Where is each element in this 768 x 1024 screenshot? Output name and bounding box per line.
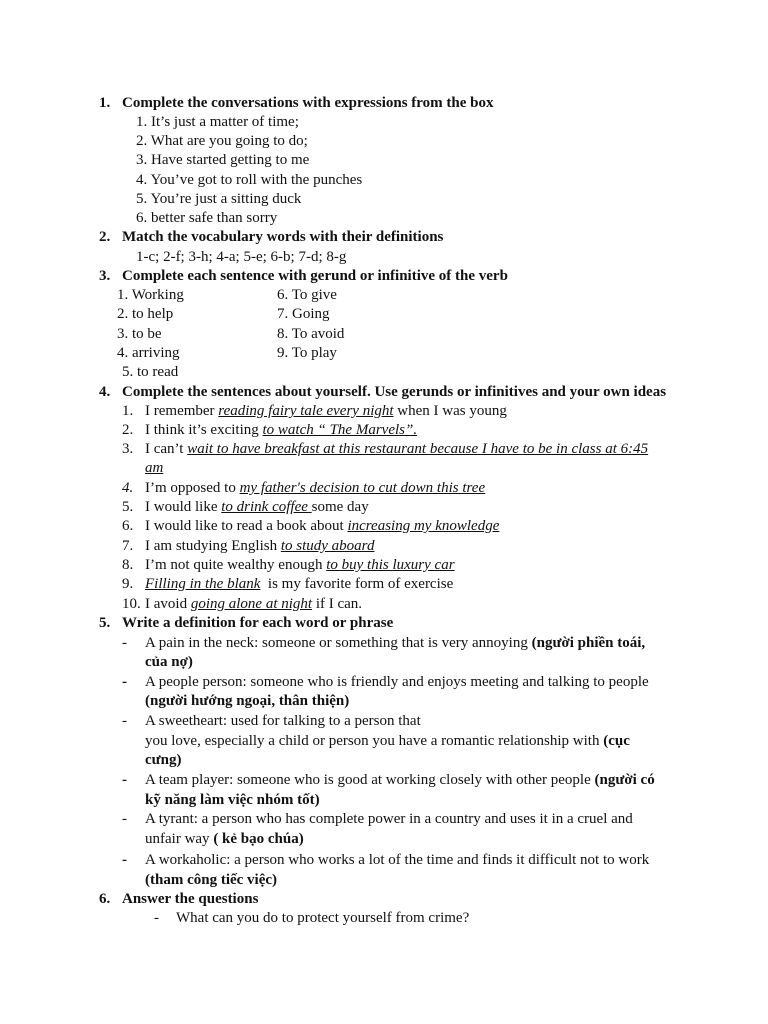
s4-item-10-tail: if I can. (312, 596, 363, 612)
s4-item-6-prompt: I would like to read a book about (145, 518, 348, 534)
s4-item-10-prompt: I avoid (145, 596, 191, 612)
s4-item-2-number: 2. (122, 422, 134, 438)
s4-item-9-number: 9. (122, 576, 134, 592)
s5-item-5-line-1: A tyrant: a person who has complete power in a country and uses it in a cruel and (145, 811, 633, 827)
section-2-heading: Match the vocabulary words with their definitions (122, 229, 444, 245)
s3-right-item-8: 8. To avoid (277, 326, 345, 342)
s4-item-3-number: 3. (122, 441, 134, 457)
s5-item-4-definition: A team player: someone who is good at working closely with other people (145, 772, 595, 788)
section-6-heading: Answer the questions (122, 891, 259, 907)
s4-item-1 (145, 402, 507, 421)
s4-item-4-prompt: I’m opposed to (145, 480, 240, 496)
s4-item-10-answer: going alone at night (190, 596, 313, 612)
s4-item-3 (145, 440, 648, 459)
s5-item-1-line-1 (145, 634, 645, 653)
s5-item-1-definition: A pain in the neck: someone or something that is very annoying (145, 635, 532, 651)
s3-right-item-9: 9. To play (277, 345, 337, 361)
s4-item-4 (145, 479, 485, 498)
s4-item-10-number: 10. (122, 596, 141, 612)
s4-item-8 (145, 556, 455, 575)
s4-item-9 (145, 575, 453, 594)
s3-left-item-1: 1. Working (117, 287, 184, 303)
s5-item-1-translation: của nợ) (145, 654, 193, 670)
s4-item-3-answer: wait to have breakfast at this restaurant because I have to be in class at 6:45 (187, 441, 649, 457)
s4-item-5-tail: some day (311, 499, 369, 515)
s5-item-5-definition: unfair way (145, 831, 214, 847)
s4-item-7-prompt: I am studying English (145, 538, 281, 554)
s5-item-3-definition: you love, especially a child or person you have a romantic relationship with (145, 733, 604, 749)
s3-left-item-3: 3. to be (117, 326, 162, 342)
s4-item-8-answer: to buy this luxury car (326, 557, 455, 573)
s4-item-5-number: 5. (122, 499, 134, 515)
s5-bullet-4: - (122, 772, 127, 788)
s4-item-9-answer: Filling in the blank (145, 576, 261, 592)
section-3-number: 3. (99, 268, 111, 284)
s4-item-3-answer-continued: am (145, 460, 164, 476)
s5-item-2-definition: A people person: someone who is friendly and enjoys meeting and talking to people (145, 674, 649, 690)
s5-item-5-translation: ( kẻ bạo chúa) (213, 831, 304, 847)
s4-item-7 (145, 537, 374, 556)
s4-item-3-prompt: I can’t (145, 441, 188, 457)
section-4-number: 4. (99, 384, 111, 400)
s5-item-4-translation: kỹ năng làm việc nhóm tốt) (145, 792, 320, 808)
s4-item-1-number: 1. (122, 403, 134, 419)
s4-item-2 (145, 421, 417, 440)
section-5-heading: Write a definition for each word or phrase (122, 615, 394, 631)
s4-item-1-answer: reading fairy tale every night (218, 403, 394, 419)
s3-left-item-2: 2. to help (117, 306, 174, 322)
s4-item-6 (145, 517, 499, 536)
s6-question-1: What can you do to protect yourself from crime? (176, 910, 470, 926)
s4-item-4-number: 4. (122, 480, 134, 496)
s2-answer-key: 1-c; 2-f; 3-h; 4-a; 5-e; 6-b; 7-d; 8-g (136, 249, 347, 265)
s4-item-6-number: 6. (122, 518, 134, 534)
s5-item-3-line-2 (145, 732, 630, 751)
s5-item-6-translation: (tham công tiếc việc) (145, 872, 278, 888)
s4-item-2-prompt: I think it’s exciting (145, 422, 263, 438)
section-5-number: 5. (99, 615, 111, 631)
s5-item-4-line-1 (145, 771, 655, 790)
s4-item-8-number: 8. (122, 557, 134, 573)
s4-item-8-prompt: I’m not quite wealthy enough (145, 557, 327, 573)
s5-item-3-translation-part: (cục (603, 733, 630, 749)
s1-item-2: 2. What are you going to do; (136, 133, 308, 149)
s4-item-1-tail: when I was young (393, 403, 507, 419)
s3-right-item-6: 6. To give (277, 287, 337, 303)
s4-item-6-answer: increasing my knowledge (347, 518, 500, 534)
s4-item-10 (145, 595, 362, 614)
s4-item-5-prompt: I would like (145, 499, 222, 515)
s3-left-item-4: 4. arriving (117, 345, 180, 361)
s5-item-3-translation: cưng) (145, 752, 182, 768)
s5-item-1-translation-part: (người phiền toái, (531, 635, 646, 651)
section-6-number: 6. (99, 891, 111, 907)
s1-item-6: 6. better safe than sorry (136, 210, 278, 226)
s5-bullet-5: - (122, 811, 127, 827)
s1-item-1: 1. It’s just a matter of time; (136, 114, 299, 130)
s4-item-7-answer: to study aboard (280, 538, 375, 554)
s5-item-5-line-2 (145, 830, 304, 849)
s5-bullet-6: - (122, 852, 127, 868)
section-2-number: 2. (99, 229, 111, 245)
s5-item-6-definition: A workaholic: a person who works a lot of the time and finds it difficult not to work (145, 852, 650, 868)
section-1-heading: Complete the conversations with expressions from the box (122, 95, 494, 111)
s5-item-3-line-1: A sweetheart: used for talking to a person that (145, 713, 421, 729)
s4-item-2-answer: to watch “ The Marvels”. (262, 422, 418, 438)
section-4-heading: Complete the sentences about yourself. Use gerunds or infinitives and your own ideas (122, 384, 667, 400)
s4-item-4-answer: my father's decision to cut down this tree (239, 480, 486, 496)
section-1-number: 1. (99, 95, 111, 111)
s4-item-9-tail: is my favorite form of exercise (260, 576, 454, 592)
s1-item-4: 4. You’ve got to roll with the punches (136, 172, 363, 188)
s5-bullet-3: - (122, 713, 127, 729)
s1-item-5: 5. You’re just a sitting duck (136, 191, 302, 207)
s3-left-item-5: 5. to read (122, 364, 179, 380)
section-3-heading: Complete each sentence with gerund or infinitive of the verb (122, 268, 508, 284)
s5-bullet-1: - (122, 635, 127, 651)
s4-item-5 (145, 498, 369, 517)
s5-item-4-translation-part: (người có (594, 772, 655, 788)
s1-item-3: 3. Have started getting to me (136, 152, 310, 168)
s3-right-item-7: 7. Going (277, 306, 330, 322)
s6-bullet-1: - (154, 910, 159, 926)
s4-item-7-number: 7. (122, 538, 134, 554)
s4-item-5-answer: to drink coffee (221, 499, 312, 515)
s5-item-2-translation: (người hướng ngoại, thân thiện) (145, 693, 350, 709)
s5-bullet-2: - (122, 674, 127, 690)
s4-item-1-prompt: I remember (145, 403, 219, 419)
